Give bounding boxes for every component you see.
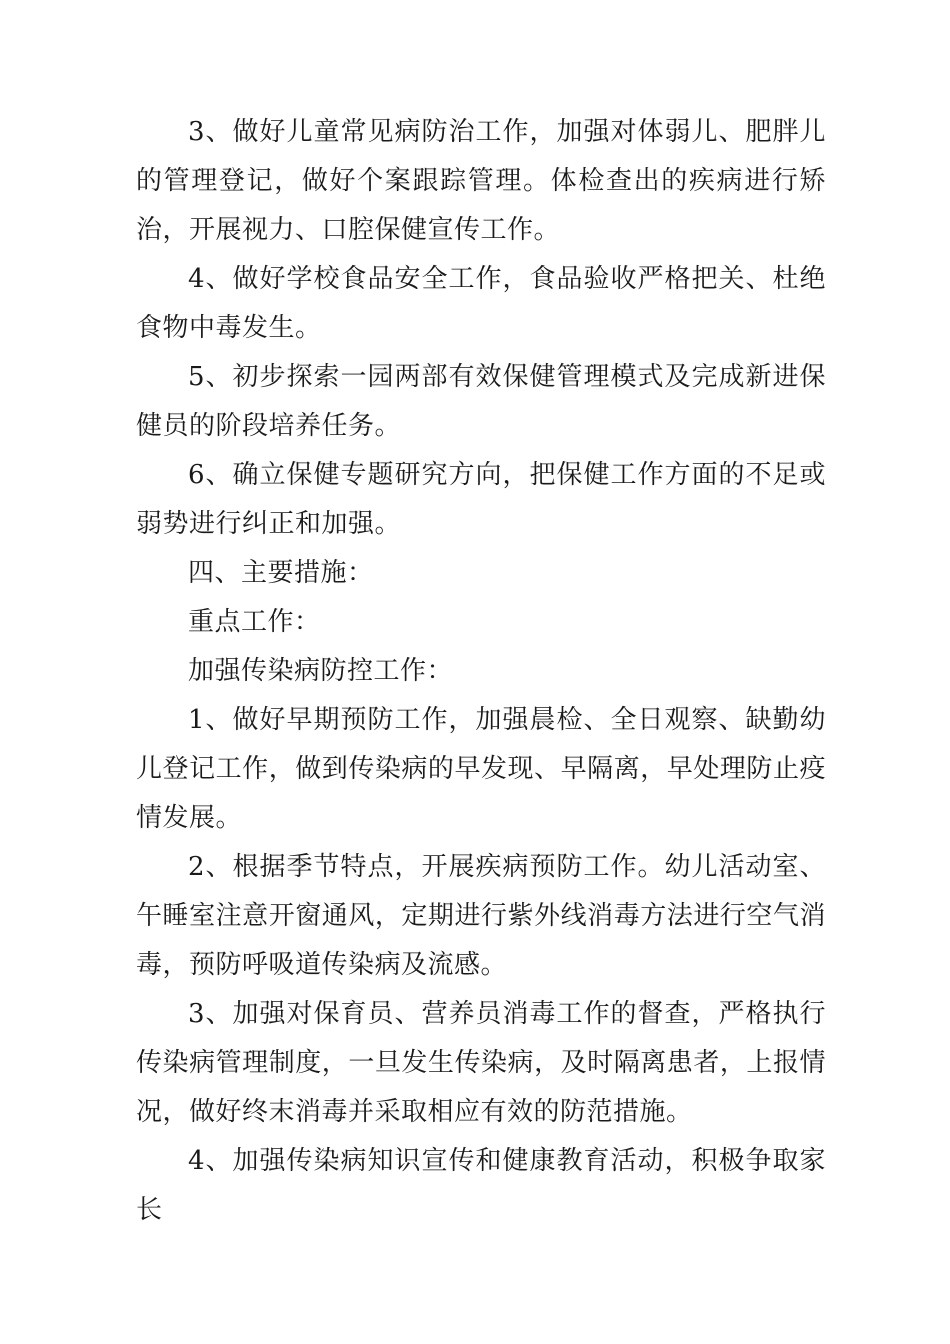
paragraph-item-3: 3、做好儿童常见病防治工作，加强对体弱儿、肥胖儿的管理登记，做好个案跟踪管理。体检查出的疾病进行矫治，开展视力、口腔保健宣传工作。 xyxy=(136,117,826,245)
paragraph-item-4: 4、做好学校食品安全工作，食品验收严格把关、杜绝食物中毒发生。 xyxy=(136,264,826,343)
measure-item-1: 1、做好早期预防工作，加强晨检、全日观察、缺勤幼儿登记工作，做到传染病的早发现、早隔离，早处理防止疫情发展。 xyxy=(136,705,826,833)
subheading-key-work: 重点工作： xyxy=(188,607,321,637)
measure-item-3: 3、加强对保育员、营养员消毒工作的督查，严格执行传染病管理制度，一旦发生传染病，及时隔离患者，上报情况，做好终末消毒并采取相应有效的防范措施。 xyxy=(136,999,826,1127)
paragraph-item-5: 5、初步探索一园两部有效保健管理模式及完成新进保健员的阶段培养任务。 xyxy=(136,362,826,441)
measure-item-2: 2、根据季节特点，开展疾病预防工作。幼儿活动室、午睡室注意开窗通风，定期进行紫外线消毒方法进行空气消毒，预防呼吸道传染病及流感。 xyxy=(136,852,826,980)
paragraph-item-6: 6、确立保健专题研究方向，把保健工作方面的不足或弱势进行纠正和加强。 xyxy=(136,460,826,539)
measure-item-4: 4、加强传染病知识宣传和健康教育活动，积极争取家长 xyxy=(136,1146,826,1225)
section-heading-measures: 四、主要措施： xyxy=(188,558,374,588)
document-body xyxy=(136,108,826,1235)
subheading-disease-control: 加强传染病防控工作： xyxy=(188,656,454,686)
